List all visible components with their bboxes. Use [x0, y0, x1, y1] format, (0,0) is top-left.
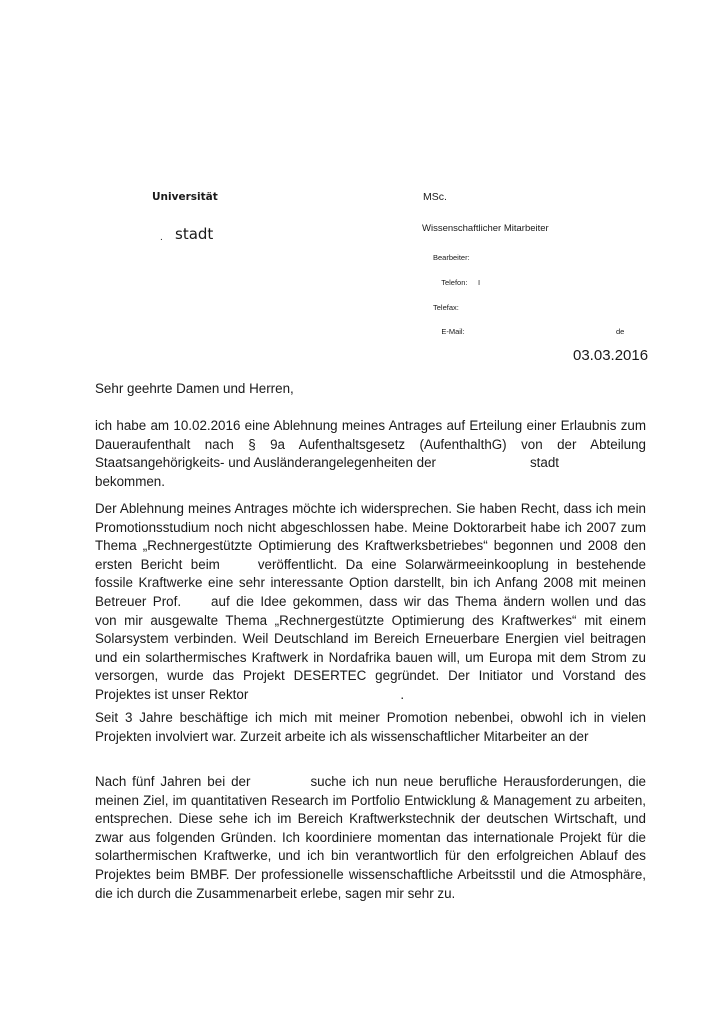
- paragraph-4-line: zwar aus folgenden Gründen. Ich koordiniere momentan das internationale Projekt für die: [95, 829, 646, 845]
- paragraph-4-line: solarthermischen Kraftwerke, und ich bin verantwortlich für den erfolgreichen Ablauf des: [95, 848, 646, 864]
- email-row: [433, 314, 625, 351]
- paragraph-4-line: meinen Ziel, im quantitativen Research im Portfolio Entwicklung & Management zu arbeiten,: [95, 792, 646, 808]
- paragraph-2-line: ersten Bericht beim veröffentlicht. Da eine Solarwärmeeinkooplung in bestehende: [95, 556, 646, 572]
- paragraph-4-line: Projektes beim BMBF. Der professionelle wissenschaftliche Arbeitsstil und die Atmosphäre,: [95, 866, 646, 882]
- paragraph-2: [95, 500, 646, 705]
- email-label: E-Mail:: [441, 327, 465, 337]
- paragraph-2-line: Solarsystem verbinden. Weil Deutschland im Bereich Erneuerbare Energien viel beitragen: [95, 631, 646, 647]
- fax-label: Telefax:: [433, 302, 459, 312]
- paragraph-2-line: und ein solarthermisches Kraftwerk in Nordafrika bauen will, um Europa mit dem Strom zu: [95, 649, 646, 665]
- paragraph-2-line: Thema „Rechnergestützte Optimierung des Kraftwerksbetriebes“ begonnen und 2008 den: [95, 538, 646, 554]
- paragraph-3-line: Seit 3 Jahre beschäftige ich mich mit meiner Promotion nebenbei, obwohl ich in vielen: [95, 710, 646, 725]
- salutation: Sehr geehrte Damen und Herren,: [95, 381, 294, 396]
- paragraph-1-line: Staatsangehörigkeits- und Ausländerangelegenheiten der stadt: [95, 455, 560, 471]
- paragraph-2-line: Der Ablehnung meines Antrages möchte ich widersprechen. Sie haben Recht, dass ich mein: [95, 501, 646, 516]
- paragraph-4-line: entsprechen. Diese sehe ich im Bereich Kraftwerkstechnik der deutschen Wirtschaft, und: [95, 811, 646, 827]
- phone-label: Telefon:: [441, 277, 468, 287]
- paragraph-1-line: bekommen.: [95, 473, 165, 489]
- paragraph-2-line: Promotionsstudium noch nicht abgeschlossen habe. Meine Doktorarbeit habe ich 2007 zum: [95, 519, 646, 535]
- phone-row: [433, 264, 481, 301]
- paragraph-4-line: die ich durch die Zusammenarbeit erlebe, sagen mir sehr zu.: [95, 885, 456, 901]
- processor-label: Bearbeiter:: [433, 253, 470, 262]
- paragraph-3-line: Projekten involviert war. Zurzeit arbeite ich als wissenschaftlicher Mitarbeiter an der: [95, 728, 589, 744]
- paragraph-2-line: Projektes ist unser Rektor .: [95, 686, 405, 702]
- email-domain: de: [616, 327, 625, 337]
- phone-value: I: [478, 277, 481, 287]
- paragraph-1-line: Daueraufenthalt nach § 9a Aufenthaltsgesetz (AufenthalthG) von der Abteilung: [95, 436, 646, 452]
- paragraph-1-line: ich habe am 10.02.2016 eine Ablehnung meines Antrages auf Erteilung einer Erlaubnis zum: [95, 418, 646, 433]
- sender-position: Wissenschaftlicher Mitarbeiter: [422, 223, 549, 234]
- paragraph-3: [95, 709, 646, 746]
- sender-degree: MSc.: [423, 191, 447, 203]
- redaction-mark: .: [160, 232, 163, 243]
- paragraph-4-line: Nach fünf Jahren bei der suche ich nun neue berufliche Herausforderungen, die: [95, 774, 646, 789]
- paragraph-2-line: fossile Kraftwerke eine sehr interessante Option darstellt, bin ich Anfang 2008 mit meinen: [95, 575, 646, 591]
- paragraph-4: [95, 773, 646, 903]
- paragraph-1: [95, 417, 646, 491]
- university-name: Universität: [152, 191, 218, 203]
- sender-city: stadt: [175, 225, 214, 243]
- paragraph-2-line: Betreuer Prof. auf die Idee gekommen, dass wir das Thema ändern wollen und das: [95, 593, 646, 609]
- paragraph-2-line: versorgen, wurde das Projekt DESERTEC gegründet. Der Initiator und Vorstand des: [95, 668, 646, 684]
- contact-block: [433, 252, 625, 351]
- paragraph-2-line: von mir ausgewalte Thema „Rechnergestützte Optimierung des Kraftwerkes“ mit einem: [95, 612, 646, 628]
- letter-date: 03.03.2016: [573, 347, 649, 364]
